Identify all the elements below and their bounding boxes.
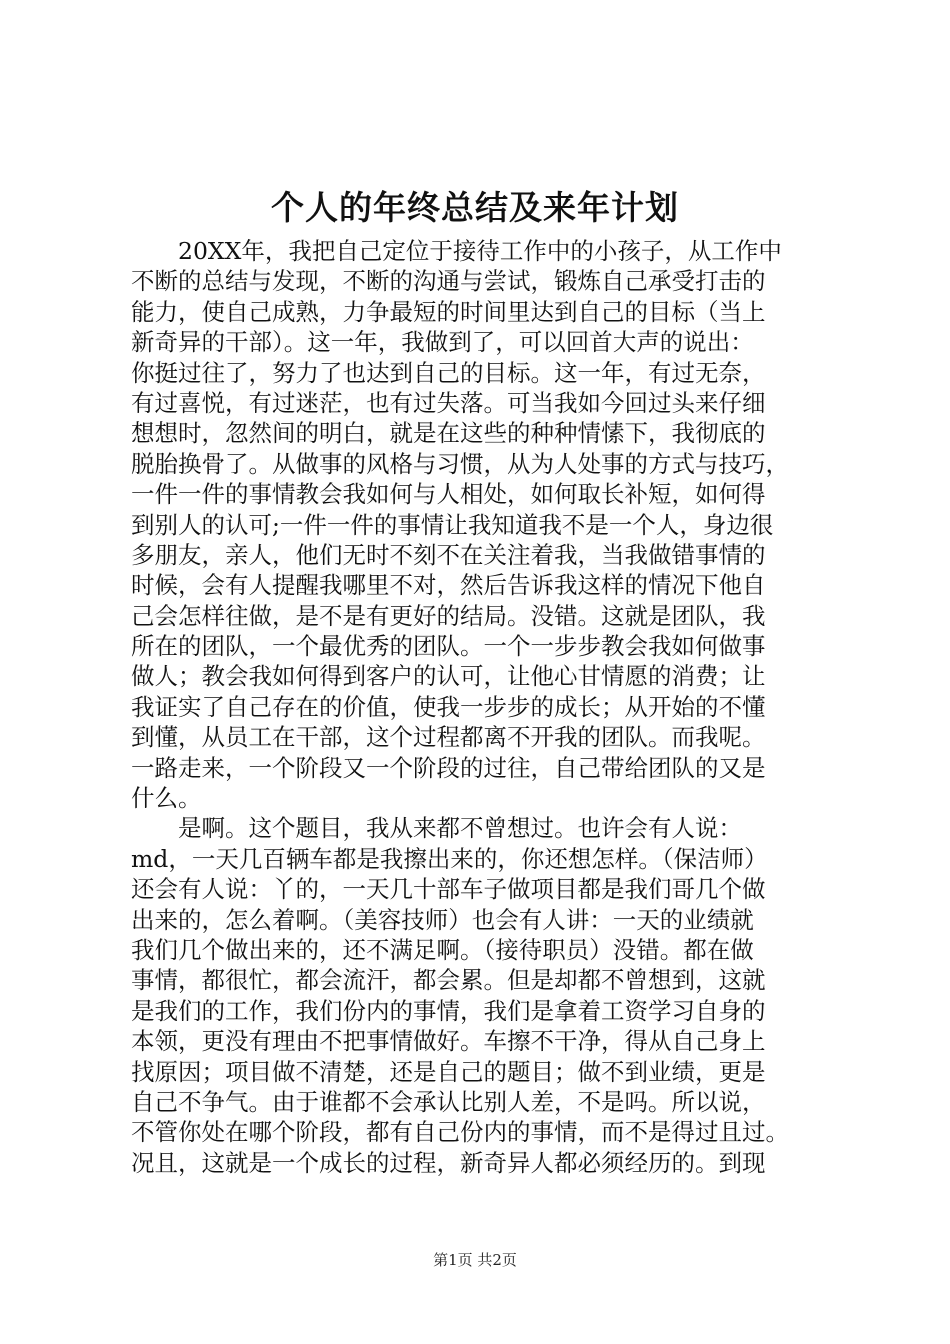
body-text-line: 是啊。这个题目，我从来都不曾想过。也许会有人说： [131, 814, 742, 843]
body-text-line: 况且，这就是一个成长的过程，新奇异人都必须经历的。到现 [131, 1148, 766, 1177]
body-text-line: 还会有人说：丫的，一天几十部车子做项目都是我们哥几个做 [131, 875, 766, 904]
body-text-line: 自己不争气。由于谁都不会承认比别人差，不是吗。所以说， [131, 1087, 766, 1116]
body-text-line: md，一天几百辆车都是我擦出来的，你还想怎样。（保洁师） [131, 844, 768, 873]
body-text-line: 本领，更没有理由不把事情做好。车擦不干净，得从自己身上 [131, 1027, 766, 1056]
body-text-line: 做人；教会我如何得到客户的认可，让他心甘情愿的消费；让 [131, 662, 766, 691]
body-text-line: 事情，都很忙，都会流汗，都会累。但是却都不曾想到，这就 [131, 966, 766, 995]
body-text-line: 找原因；项目做不清楚，还是自己的题目；做不到业绩，更是 [131, 1057, 766, 1086]
body-text-line: 多朋友，亲人，他们无时不刻不在关注着我，当我做错事情的 [131, 540, 766, 569]
body-text-line: 所在的团队，一个最优秀的团队。一个一步步教会我如何做事 [131, 632, 766, 661]
body-text-line: 一件一件的事情教会我如何与人相处，如何取长补短，如何得 [131, 480, 766, 509]
body-text-line: 20XX年，我把自己定位于接待工作中的小孩子，从工作中 [131, 237, 782, 265]
document-body [131, 236, 843, 1178]
body-text-line: 不管你处在哪个阶段，都有自己份内的事情，而不是得过且过。 [131, 1118, 789, 1147]
body-text-line: 一路走来，一个阶段又一个阶段的过往，自己带给团队的又是 [131, 753, 766, 782]
body-text-line: 有过喜悦，有过迷茫，也有过失落。可当我如今回过头来仔细 [131, 388, 766, 417]
body-text-line: 能力，使自己成熟，力争最短的时间里达到自己的目标（当上 [131, 297, 766, 326]
document-title: 个人的年终总结及来年计划 [271, 188, 679, 227]
body-text-line: 我们几个做出来的，还不满足啊。（接待职员）没错。都在做 [131, 935, 754, 964]
body-text-line: 什么。 [131, 784, 202, 813]
body-text-line: 不断的总结与发现，不断的沟通与尝试，锻炼自己承受打击的 [131, 267, 766, 296]
body-text-line: 我证实了自己存在的价值，使我一步步的成长；从开始的不懂 [131, 692, 766, 721]
body-text-line: 你挺过往了，努力了也达到自己的目标。这一年，有过无奈， [131, 358, 766, 387]
body-text-line: 是我们的工作，我们份内的事情，我们是拿着工资学习自身的 [131, 996, 766, 1025]
page-number-footer: 第1页 共2页 [433, 1251, 517, 1269]
body-text-line: 时候，会有人提醒我哪里不对，然后告诉我这样的情况下他自 [131, 571, 766, 600]
body-text-line: 到懂，从员工在干部，这个过程都离不开我的团队。而我呢。 [131, 723, 766, 752]
body-text-line: 脱胎换骨了。从做事的风格与习惯，从为人处事的方式与技巧， [131, 449, 789, 478]
body-text-line: 新奇异的干部）。这一年，我做到了，可以回首大声的说出： [131, 328, 754, 357]
body-text-line: 己会怎样往做，是不是有更好的结局。没错。这就是团队，我 [131, 601, 766, 630]
body-text-line: 到别人的认可;一件一件的事情让我知道我不是一个人，身边很 [131, 510, 774, 539]
body-text-line: 出来的，怎么着啊。（美容技师）也会有人讲：一天的业绩就 [131, 905, 754, 934]
body-text-line: 想想时，忽然间的明白，就是在这些的种种情愫下，我彻底的 [131, 419, 766, 448]
